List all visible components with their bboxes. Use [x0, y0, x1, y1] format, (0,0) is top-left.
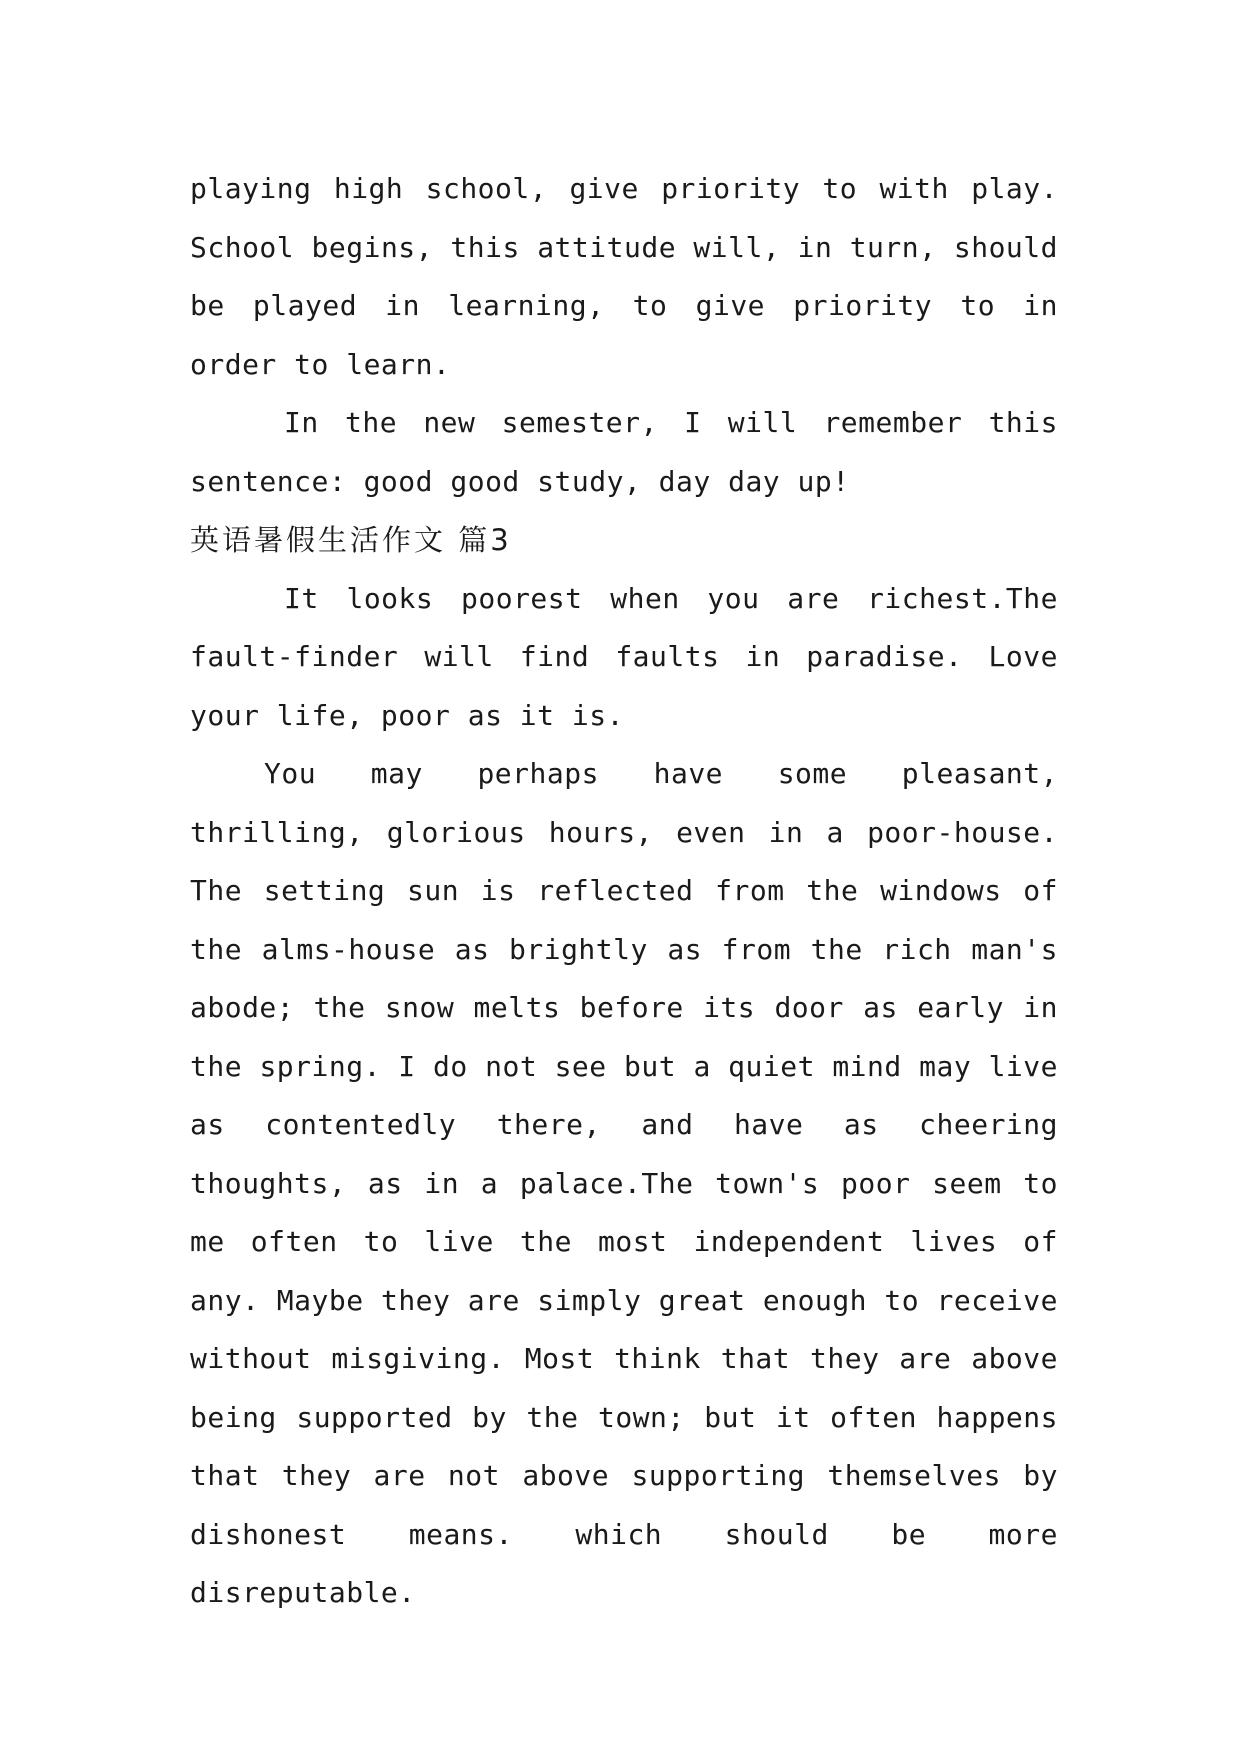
paragraph-poorest: It looks poorest when you are richest.The fault-finder will find faults in paradise. Love your life, poor as it is.: [190, 581, 1058, 732]
paragraph-continuation: playing high school, give priority to with play. School begins, this attitude will, in turn, should be played in learning, to give priority to in order to learn.: [190, 172, 1058, 381]
paragraph-new-semester: In the new semester, I will remember this sentence: good good study, day day up!: [190, 406, 1058, 498]
paragraph-pleasant-hours: You may perhaps have some pleasant, thrilling, glorious hours, even in a poor-house. The setting sun is reflected from the windows of the alms-house as brightly as from the rich man's abode; the snow melts before its door as early in the spring. I do not see but a quiet mind may live as contentedly there, and have as cheering thoughts, as in a palace.The town's poor seem to me often to live the most independent lives of any. Maybe they are simply great enough to receive without misgiving. Most think that they are above being supported by the town; but it often happens that they are not above supporting themselves by dishonest means. which should be more disreputable.: [190, 757, 1058, 1609]
section-heading: 英语暑假生活作文 篇3: [190, 523, 512, 557]
document-body: [190, 160, 1058, 1623]
